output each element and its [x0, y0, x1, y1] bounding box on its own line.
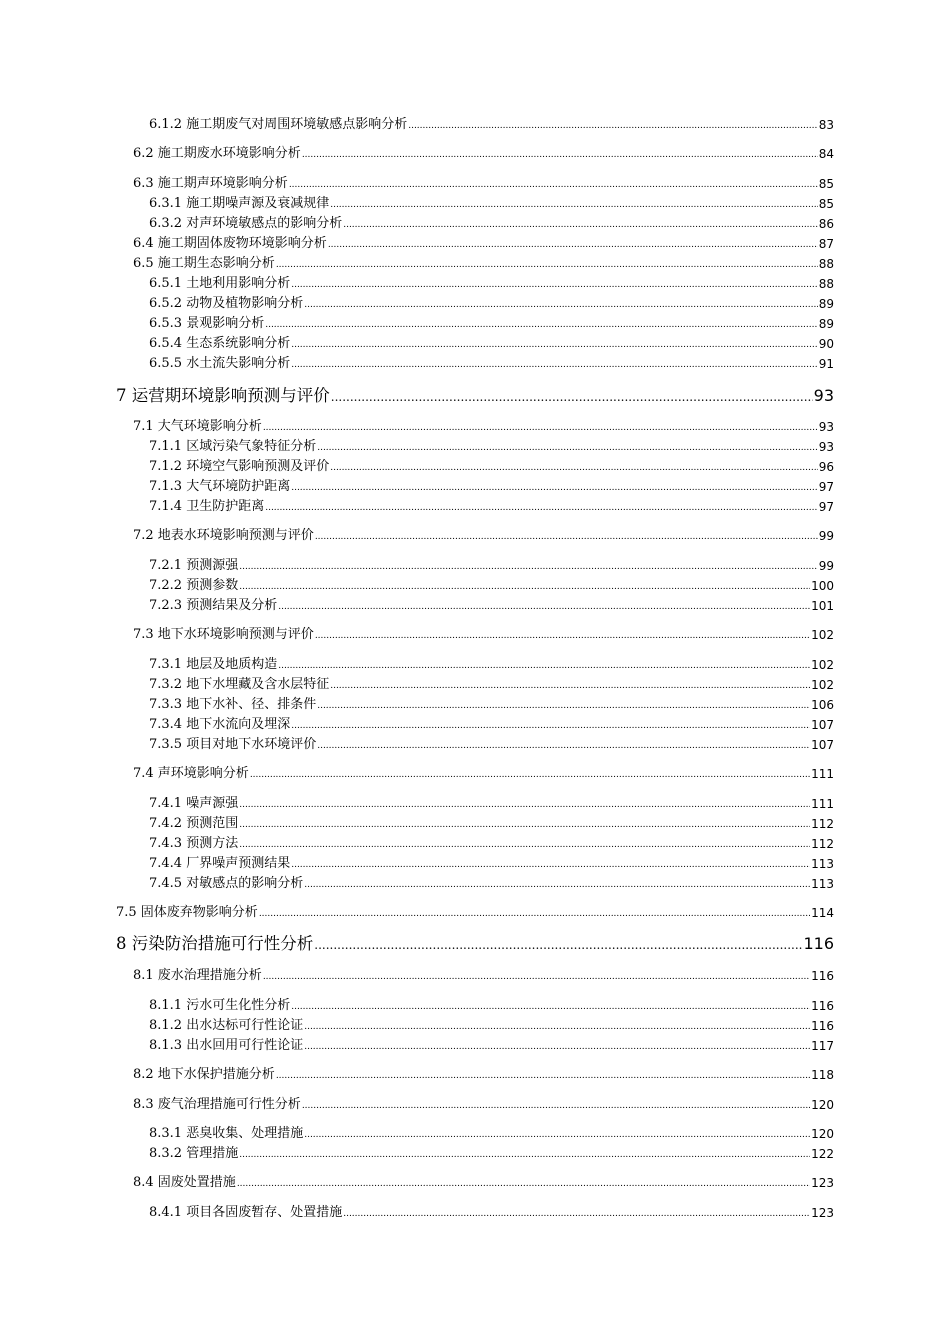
toc-entry[interactable]	[149, 716, 834, 734]
toc-entry[interactable]	[149, 458, 834, 476]
toc-entry-page: 85	[818, 197, 834, 211]
toc-entry-page: 89	[818, 297, 834, 311]
toc-entry-title: 7.1.4 卫生防护距离	[149, 499, 265, 514]
toc-entry-title: 6.3 施工期声环境影响分析	[133, 176, 288, 191]
toc-entry-page: 111	[811, 767, 834, 781]
toc-entry-page: 107	[811, 738, 834, 752]
toc-entry-page: 107	[811, 718, 834, 732]
toc-entry-title: 8.3 废气治理措施可行性分析	[133, 1097, 301, 1112]
dot-leader	[314, 934, 802, 956]
toc-entry-title: 7.2.1 预测源强	[149, 558, 239, 573]
toc-entry[interactable]	[133, 626, 834, 644]
toc-entry-title: 8.3.1 恶臭收集、处理措施	[149, 1126, 304, 1141]
dot-leader	[259, 906, 810, 922]
toc-entry[interactable]	[149, 696, 834, 714]
toc-entry[interactable]	[116, 904, 834, 922]
toc-entry[interactable]	[133, 527, 834, 545]
toc-entry[interactable]	[133, 765, 834, 783]
toc-entry-page: 122	[811, 1147, 834, 1161]
toc-entry-title: 8.4.1 项目各固废暂存、处置措施	[149, 1205, 343, 1220]
toc-entry-title: 6.5.3 景观影响分析	[149, 316, 265, 331]
toc-entry-title: 6.3.1 施工期噪声源及衰减规律	[149, 196, 330, 211]
toc-entry-page: 85	[818, 177, 834, 191]
dot-leader	[304, 297, 818, 313]
toc-entry-page: 89	[818, 317, 834, 331]
toc-entry-page: 93	[813, 386, 834, 405]
toc-entry[interactable]	[149, 557, 834, 575]
toc-entry-page: 123	[811, 1206, 834, 1220]
toc-entry-title: 6.2 施工期废水环境影响分析	[133, 146, 301, 161]
dot-leader	[291, 337, 818, 353]
toc-entry-page: 88	[818, 257, 834, 271]
toc-entry-title: 7.1.2 环境空气影响预测及评价	[149, 459, 330, 474]
toc-entry[interactable]	[149, 275, 834, 293]
dot-leader	[291, 480, 818, 496]
toc-entry-title: 6.5.4 生态系统影响分析	[149, 336, 291, 351]
toc-entry[interactable]	[149, 855, 834, 873]
toc-entry-title: 7.4.4 厂界噪声预测结果	[149, 856, 291, 871]
toc-entry[interactable]	[149, 835, 834, 853]
toc-entry-title: 6.5.1 土地利用影响分析	[149, 276, 291, 291]
toc-entry[interactable]	[133, 175, 834, 193]
toc-entry[interactable]	[149, 815, 834, 833]
toc-entry[interactable]	[149, 1017, 834, 1035]
dot-leader	[239, 1147, 810, 1163]
toc-entry-title: 6.5 施工期生态影响分析	[133, 256, 275, 271]
dot-leader	[289, 177, 818, 193]
toc-entry[interactable]	[149, 315, 834, 333]
toc-entry-page: 106	[811, 698, 834, 712]
toc-entry-page: 90	[818, 337, 834, 351]
toc-entry-title: 7.4.2 预测范围	[149, 816, 239, 831]
toc-entry-title: 7.2.2 预测参数	[149, 578, 239, 593]
toc-entry-page: 102	[811, 658, 834, 672]
dot-leader	[302, 1098, 810, 1114]
dot-leader	[302, 147, 818, 163]
toc-entry-page: 86	[818, 217, 834, 231]
toc-entry[interactable]	[149, 577, 834, 595]
toc-entry[interactable]	[149, 997, 834, 1015]
dot-leader	[343, 1206, 810, 1222]
toc-entry[interactable]	[149, 875, 834, 893]
toc-entry[interactable]	[149, 355, 834, 373]
dot-leader	[265, 500, 818, 516]
toc-entry-title: 7.2.3 预测结果及分析	[149, 598, 278, 613]
toc-entry-title: 7.3.4 地下水流向及埋深	[149, 717, 291, 732]
toc-entry-page: 99	[818, 529, 834, 543]
toc-entry-title: 8.1 废水治理措施分析	[133, 968, 262, 983]
toc-entry[interactable]	[133, 145, 834, 163]
toc-entry-title: 8.1.1 污水可生化性分析	[149, 998, 291, 1013]
toc-entry-title: 8 污染防治措施可行性分析	[116, 934, 314, 953]
dot-leader	[343, 217, 818, 233]
dot-leader	[265, 317, 818, 333]
toc-entry-title: 6.1.2 施工期废气对周围环境敏感点影响分析	[149, 117, 408, 132]
toc-entry-page: 118	[811, 1068, 834, 1082]
toc-entry[interactable]	[133, 418, 834, 436]
toc-entry-page: 93	[818, 440, 834, 454]
toc-entry-page: 83	[818, 118, 834, 132]
toc-entry-page: 99	[818, 559, 834, 573]
dot-leader	[304, 877, 810, 893]
dot-leader	[239, 817, 810, 833]
dot-leader	[330, 460, 818, 476]
toc-entry-title: 7.4 声环境影响分析	[133, 766, 249, 781]
toc-entry[interactable]	[149, 195, 834, 213]
toc-entry[interactable]	[133, 235, 834, 253]
dot-leader	[250, 767, 810, 783]
toc-entry-title: 6.5.2 动物及植物影响分析	[149, 296, 304, 311]
dot-leader	[328, 237, 818, 253]
toc-entry-page: 97	[818, 500, 834, 514]
dot-leader	[239, 837, 810, 853]
dot-leader	[304, 1039, 810, 1055]
toc-entry-page: 112	[811, 817, 834, 831]
toc-entry-title: 8.3.2 管理措施	[149, 1146, 239, 1161]
dot-leader	[239, 579, 810, 595]
toc-entry[interactable]	[149, 1125, 834, 1143]
toc-entry[interactable]	[149, 1145, 834, 1163]
dot-leader	[276, 1068, 810, 1084]
toc-entry-page: 88	[818, 277, 834, 291]
toc-entry-page: 91	[818, 357, 834, 371]
toc-entry-title: 7 运营期环境影响预测与评价	[116, 386, 330, 405]
toc-entry-title: 7.3.5 项目对地下水环境评价	[149, 737, 317, 752]
toc-entry[interactable]	[133, 1066, 834, 1084]
toc-entry[interactable]	[133, 1096, 834, 1114]
toc-entry-page: 120	[811, 1098, 834, 1112]
toc-entry-page: 116	[811, 969, 834, 983]
toc-entry-title: 7.1.1 区域污染气象特征分析	[149, 439, 317, 454]
toc-entry[interactable]	[133, 967, 834, 985]
dot-leader	[330, 197, 818, 213]
toc-entry-title: 7.1.3 大气环境防护距离	[149, 479, 291, 494]
toc-entry-title: 7.4.1 噪声源强	[149, 796, 239, 811]
toc-entry-title: 8.1.3 出水回用可行性论证	[149, 1038, 304, 1053]
dot-leader	[330, 678, 810, 694]
toc-entry[interactable]	[116, 384, 834, 408]
toc-entry-title: 6.4 施工期固体废物环境影响分析	[133, 236, 327, 251]
toc-entry[interactable]	[149, 676, 834, 694]
dot-leader	[304, 1127, 810, 1143]
toc-entry[interactable]	[149, 335, 834, 353]
toc-entry-page: 116	[811, 1019, 834, 1033]
dot-leader	[315, 529, 818, 545]
toc-entry[interactable]	[149, 795, 834, 813]
toc-entry[interactable]	[149, 215, 834, 233]
toc-entry[interactable]	[149, 438, 834, 456]
toc-entry-title: 8.1.2 出水达标可行性论证	[149, 1018, 304, 1033]
dot-leader	[291, 357, 818, 373]
toc-entry-page: 113	[811, 857, 834, 871]
toc-entry-page: 84	[818, 147, 834, 161]
dot-leader	[263, 420, 818, 436]
toc-entry-title: 7.4.5 对敏感点的影响分析	[149, 876, 304, 891]
toc-entry-page: 102	[811, 628, 834, 642]
toc-entry[interactable]	[149, 295, 834, 313]
dot-leader	[291, 857, 810, 873]
toc-entry-page: 96	[818, 460, 834, 474]
toc-entry[interactable]	[149, 116, 834, 134]
toc-entry[interactable]	[149, 656, 834, 674]
toc-entry-title: 6.5.5 水土流失影响分析	[149, 356, 291, 371]
dot-leader	[291, 718, 810, 734]
toc-entry-page: 100	[811, 579, 834, 593]
toc-entry-page: 97	[818, 480, 834, 494]
toc-entry-title: 6.3.2 对声环境敏感点的影响分析	[149, 216, 343, 231]
toc-entry-page: 101	[811, 599, 834, 613]
toc-entry[interactable]	[149, 1037, 834, 1055]
toc-entry-page: 123	[811, 1176, 834, 1190]
toc-entry-title: 7.3.1 地层及地质构造	[149, 657, 278, 672]
dot-leader	[317, 698, 810, 714]
toc-entry[interactable]	[149, 1204, 834, 1222]
toc-entry-page: 113	[811, 877, 834, 891]
toc-entry[interactable]	[133, 255, 834, 273]
toc-entry-page: 116	[803, 934, 834, 953]
dot-leader	[291, 277, 818, 293]
toc-entry-title: 8.2 地下水保护措施分析	[133, 1067, 275, 1082]
toc-entry-page: 117	[811, 1039, 834, 1053]
toc-entry-page: 102	[811, 678, 834, 692]
toc-entry[interactable]	[116, 932, 834, 956]
toc-entry-page: 120	[811, 1127, 834, 1141]
dot-leader	[237, 1176, 810, 1192]
toc-entry-title: 7.3.2 地下水埋藏及含水层特征	[149, 677, 330, 692]
dot-leader	[315, 628, 810, 644]
toc-entry-page: 93	[818, 420, 834, 434]
toc-entry-page: 114	[811, 906, 834, 920]
toc-entry[interactable]	[149, 498, 834, 516]
toc-entry-title: 8.4 固废处置措施	[133, 1175, 236, 1190]
toc-entry-title: 7.1 大气环境影响分析	[133, 419, 262, 434]
dot-leader	[278, 599, 810, 615]
dot-leader	[317, 738, 810, 754]
toc-entry-title: 7.3 地下水环境影响预测与评价	[133, 627, 314, 642]
toc-entry[interactable]	[149, 478, 834, 496]
dot-leader	[408, 118, 818, 134]
toc-entry-page: 87	[818, 237, 834, 251]
dot-leader	[239, 559, 818, 575]
dot-leader	[317, 440, 818, 456]
dot-leader	[278, 658, 810, 674]
toc-entry-title: 7.2 地表水环境影响预测与评价	[133, 528, 314, 543]
dot-leader	[263, 969, 810, 985]
toc-entry[interactable]	[149, 736, 834, 754]
dot-leader	[276, 257, 818, 273]
toc-entry-title: 7.3.3 地下水补、径、排条件	[149, 697, 317, 712]
toc-entry-title: 7.5 固体废弃物影响分析	[116, 905, 258, 920]
toc-entry-page: 111	[811, 797, 834, 811]
dot-leader	[304, 1019, 810, 1035]
toc-entry[interactable]	[133, 1174, 834, 1192]
dot-leader	[239, 797, 810, 813]
toc-entry-title: 7.4.3 预测方法	[149, 836, 239, 851]
dot-leader	[291, 999, 810, 1015]
dot-leader	[331, 386, 813, 408]
toc-entry-page: 112	[811, 837, 834, 851]
toc-entry[interactable]	[149, 597, 834, 615]
toc-entry-page: 116	[811, 999, 834, 1013]
